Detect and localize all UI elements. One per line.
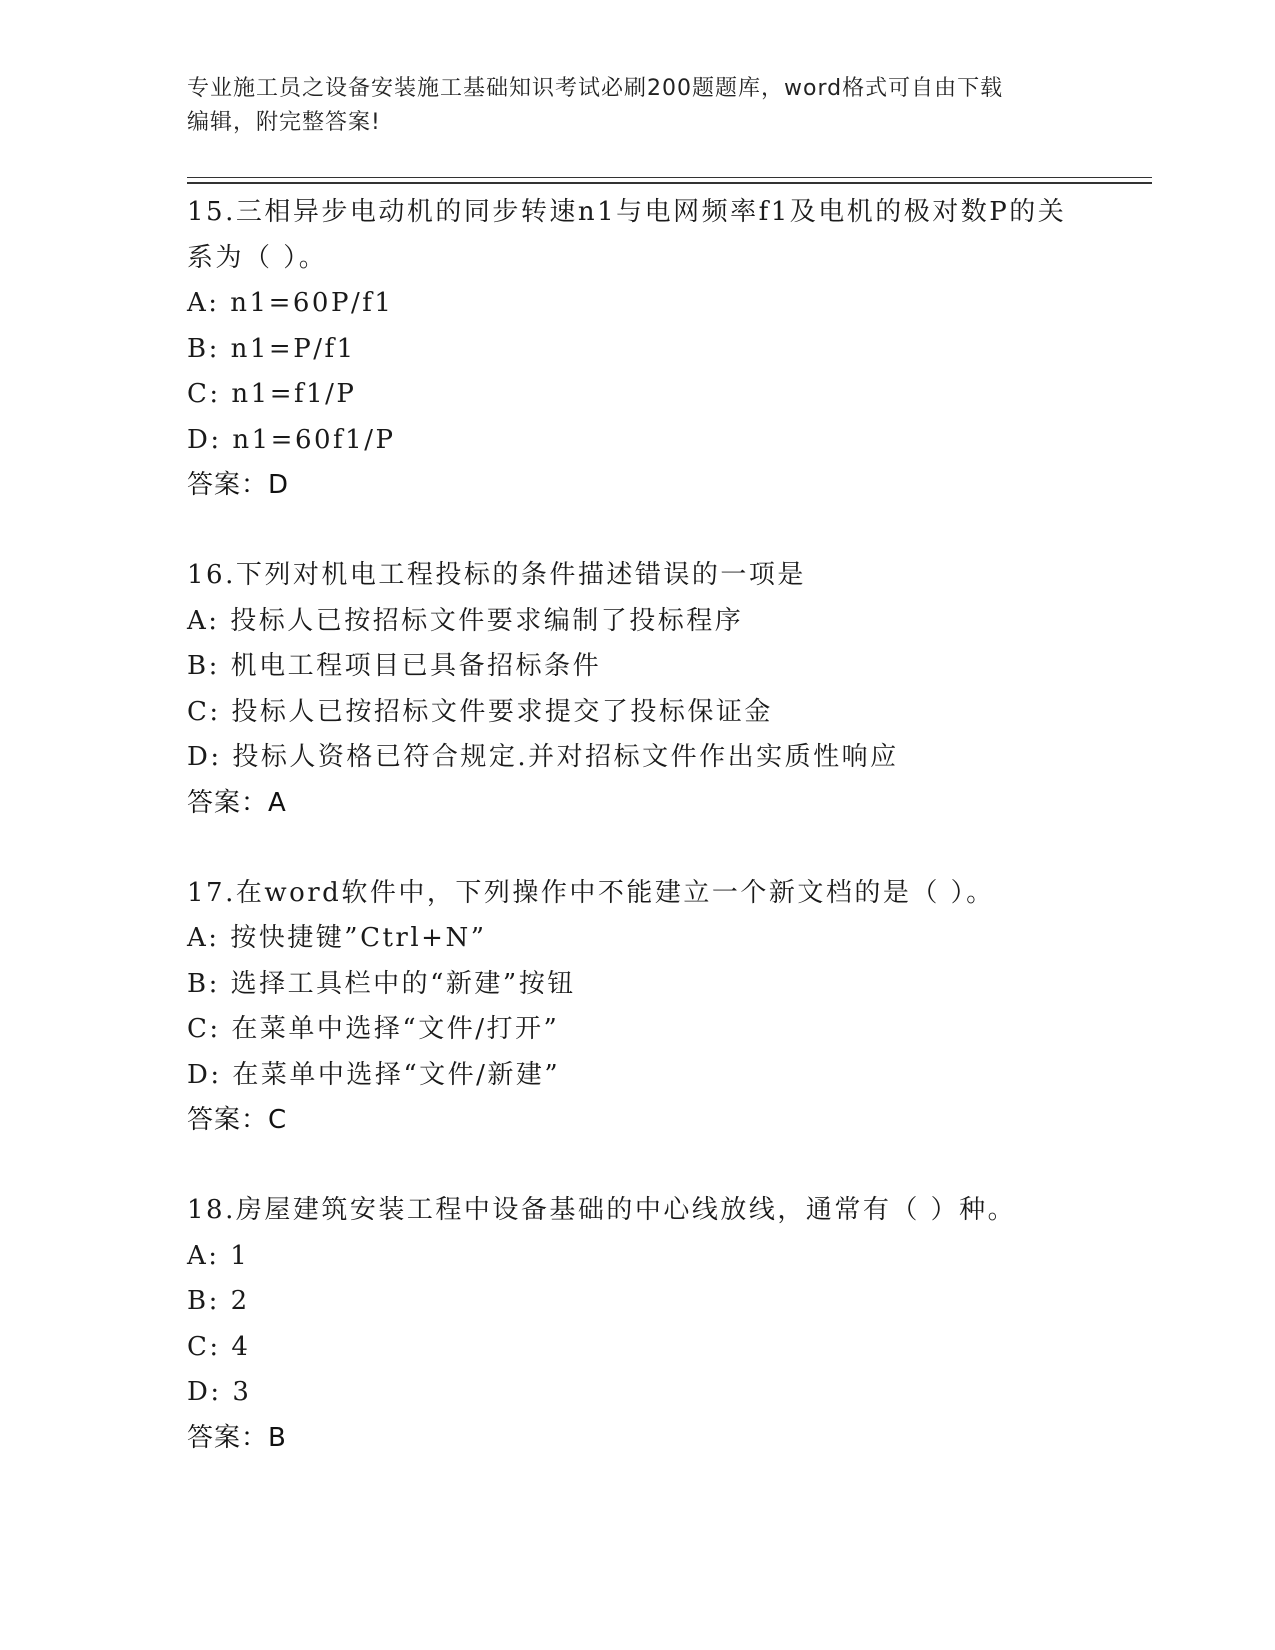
option-c: C: 在菜单中选择“文件/打开” <box>187 1014 560 1044</box>
question-16 <box>187 553 1087 825</box>
header-divider-bottom <box>187 182 1152 184</box>
question-17 <box>187 871 1087 1143</box>
option-d: D: 在菜单中选择“文件/新建” <box>187 1059 561 1090</box>
option-b: B: 选择工具栏中的“新建”按钮 <box>187 968 576 999</box>
header-line-1: 专业施工员之设备安装施工基础知识考试必刷200题题库，word格式可自由下载 <box>187 76 1004 101</box>
answer-label: 答案： <box>187 470 269 500</box>
answer-line <box>187 781 1087 825</box>
question-stem: 17.在word软件中，下列操作中不能建立一个新文档的是（ ）。 <box>187 877 995 908</box>
option-d: D: n1=60f1/P <box>187 424 396 455</box>
answer-line <box>187 1098 1087 1142</box>
option-c: C: n1=f1/P <box>187 379 357 409</box>
option-b: B: 机电工程项目已具备招标条件 <box>187 651 602 681</box>
option-b: B: n1=P/f1 <box>187 333 356 364</box>
question-stem: 15.三相异步电动机的同步转速n1与电网频率f1及电机的极对数P的关系为（ ）。 <box>187 197 1067 273</box>
answer-line <box>187 463 1087 507</box>
answer-value: D <box>268 470 290 500</box>
answer-value: C <box>268 1105 288 1135</box>
document-header <box>187 72 1087 140</box>
answer-value: A <box>268 787 287 818</box>
option-a: A: 按快捷键”Ctrl+N” <box>187 923 487 953</box>
option-b: B: 2 <box>187 1286 250 1316</box>
option-d: D: 3 <box>187 1377 252 1407</box>
question-15 <box>187 190 1087 507</box>
header-line-2: 编辑，附完整答案! <box>187 110 381 135</box>
option-a: A: n1=60P/f1 <box>187 288 394 318</box>
header-divider-top <box>187 177 1152 178</box>
answer-line <box>187 1416 1087 1460</box>
question-stem: 16.下列对机电工程投标的条件描述错误的一项是 <box>187 560 806 590</box>
question-18 <box>187 1188 1087 1460</box>
answer-label: 答案： <box>187 787 269 818</box>
answer-label: 答案： <box>187 1422 269 1453</box>
option-a: A: 1 <box>187 1240 250 1271</box>
option-d: D: 投标人资格已符合规定.并对招标文件作出实质性响应 <box>187 742 899 772</box>
question-stem: 18.房屋建筑安装工程中设备基础的中心线放线，通常有（ ）种。 <box>187 1195 1017 1225</box>
answer-value: B <box>268 1422 287 1453</box>
question-list <box>187 190 1087 1506</box>
option-c: C: 投标人已按招标文件要求提交了投标保证金 <box>187 696 773 727</box>
answer-label: 答案： <box>187 1105 269 1135</box>
option-c: C: 4 <box>187 1331 251 1362</box>
option-a: A: 投标人已按招标文件要求编制了投标程序 <box>187 605 744 636</box>
